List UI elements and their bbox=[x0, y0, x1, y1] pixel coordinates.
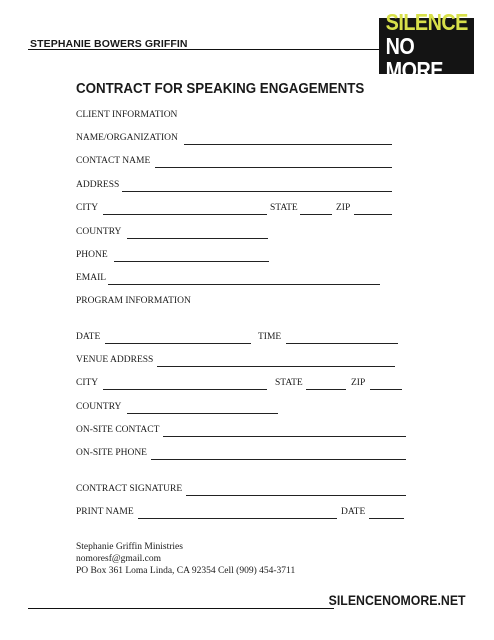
client-zip-field[interactable] bbox=[354, 214, 392, 215]
program-zip-label: ZIP bbox=[351, 378, 366, 388]
footer-email: nomoresf@gmail.com bbox=[76, 554, 161, 564]
program-city-field[interactable] bbox=[103, 389, 267, 390]
footer-address: PO Box 361 Loma Linda, CA 92354 Cell (909) 454-3711 bbox=[76, 566, 296, 576]
program-state-field[interactable] bbox=[306, 389, 346, 390]
client-country-label: COUNTRY bbox=[76, 227, 122, 237]
page-title: CONTRACT FOR SPEAKING ENGAGEMENTS bbox=[76, 81, 365, 97]
client-zip-label: ZIP bbox=[336, 203, 351, 213]
program-info-heading: PROGRAM INFORMATION bbox=[76, 296, 191, 306]
client-state-field[interactable] bbox=[300, 214, 332, 215]
name-org-field[interactable] bbox=[184, 144, 392, 145]
program-country-field[interactable] bbox=[127, 413, 278, 414]
program-state-label: STATE bbox=[275, 378, 303, 388]
name-org-label: NAME/ORGANIZATION bbox=[76, 133, 178, 143]
phone-field[interactable] bbox=[114, 261, 269, 262]
logo-line-1: SILENCE bbox=[385, 9, 468, 35]
signature-date-label: DATE bbox=[341, 507, 366, 517]
address-label: ADDRESS bbox=[76, 180, 120, 190]
contract-signature-label: CONTRACT SIGNATURE bbox=[76, 484, 183, 494]
program-time-label: TIME bbox=[258, 332, 282, 342]
contract-signature-field[interactable] bbox=[186, 495, 406, 496]
print-name-field[interactable] bbox=[138, 518, 337, 519]
header-divider bbox=[28, 49, 379, 50]
phone-label: PHONE bbox=[76, 250, 108, 260]
client-city-label: CITY bbox=[76, 203, 99, 213]
onsite-phone-label: ON-SITE PHONE bbox=[76, 448, 147, 458]
contact-name-label: CONTACT NAME bbox=[76, 156, 151, 166]
venue-address-label: VENUE ADDRESS bbox=[76, 355, 154, 365]
logo-line-2: NO MORE bbox=[385, 33, 443, 83]
venue-address-field[interactable] bbox=[157, 366, 395, 367]
program-city-label: CITY bbox=[76, 378, 99, 388]
program-country-label: COUNTRY bbox=[76, 402, 122, 412]
author-name: STEPHANIE BOWERS GRIFFIN bbox=[30, 38, 188, 50]
website-link[interactable]: SILENCENOMORE.NET bbox=[329, 592, 466, 608]
signature-date-field[interactable] bbox=[369, 518, 404, 519]
address-field[interactable] bbox=[122, 191, 392, 192]
footer-divider bbox=[28, 608, 334, 609]
onsite-contact-label: ON-SITE CONTACT bbox=[76, 425, 160, 435]
email-field[interactable] bbox=[108, 284, 380, 285]
contact-name-field[interactable] bbox=[155, 167, 392, 168]
client-info-heading: CLIENT INFORMATION bbox=[76, 110, 178, 120]
program-zip-field[interactable] bbox=[370, 389, 402, 390]
onsite-phone-field[interactable] bbox=[151, 459, 406, 460]
program-date-label: DATE bbox=[76, 332, 101, 342]
program-date-field[interactable] bbox=[105, 343, 251, 344]
client-country-field[interactable] bbox=[127, 238, 268, 239]
email-label: EMAIL bbox=[76, 273, 107, 283]
program-time-field[interactable] bbox=[286, 343, 398, 344]
onsite-contact-field[interactable] bbox=[163, 436, 406, 437]
footer-org: Stephanie Griffin Ministries bbox=[76, 542, 183, 552]
print-name-label: PRINT NAME bbox=[76, 507, 134, 517]
client-city-field[interactable] bbox=[103, 214, 267, 215]
silence-no-more-logo bbox=[379, 9, 474, 83]
client-state-label: STATE bbox=[270, 203, 298, 213]
